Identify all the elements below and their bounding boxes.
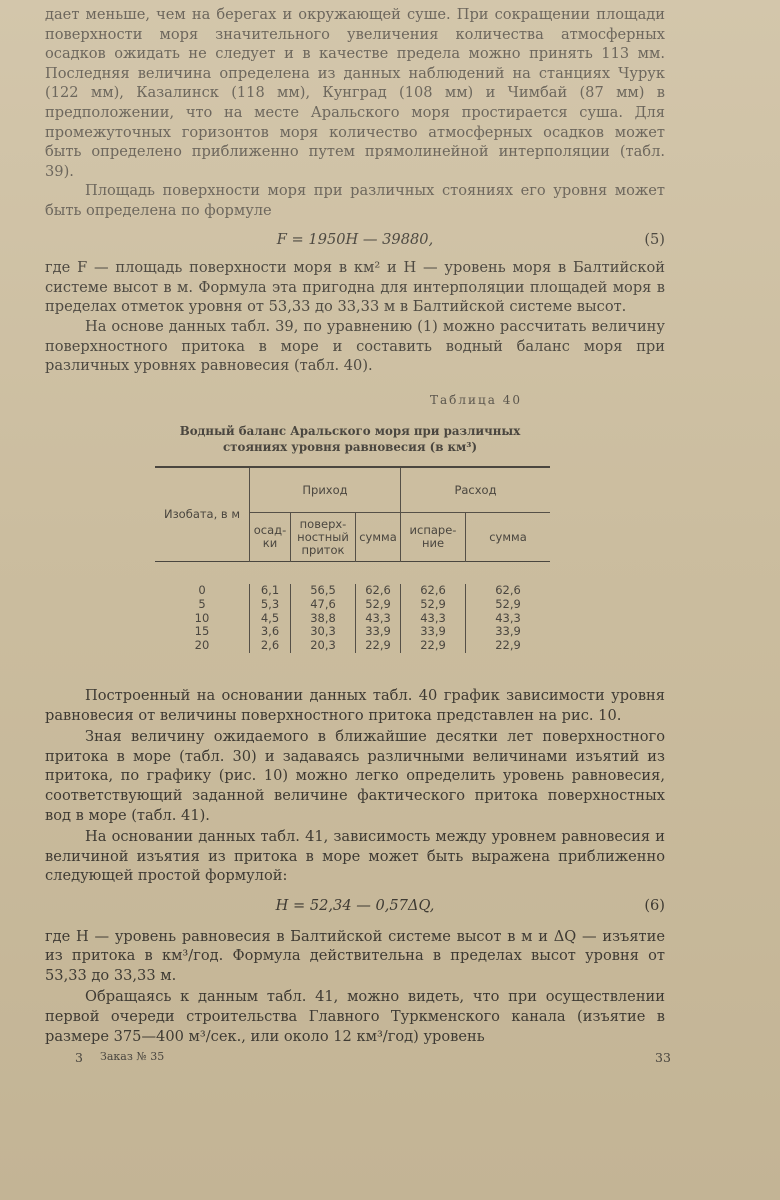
cell-evaporation: 62,6 bbox=[401, 584, 466, 598]
cell-evaporation: 43,3 bbox=[401, 612, 466, 626]
water-balance-table bbox=[155, 466, 550, 671]
table-title-line-1: Водный баланс Аральского моря при различных bbox=[179, 424, 521, 438]
formula-6-expression: H = 52,34 — 0,57ΔQ, bbox=[275, 896, 435, 914]
text-block-bottom bbox=[45, 686, 665, 1046]
paragraph-formula-5-explanation: где F — площадь поверхности моря в км² и H — уровень моря в Балтийской системе высот в м. Формула эта пригодна для интерполяции площадей моря в пределах отметок уровня от 53,33 до 33,33 м в Балтийской системе высот. bbox=[45, 259, 665, 316]
cell-surface-inflow: 47,6 bbox=[291, 598, 356, 612]
print-order: Заказ № 35 bbox=[100, 1050, 165, 1063]
paragraph-precipitation: дает меньше, чем на берегах и окружающей суше. При сокращении площади поверхности моря значительного увеличения количества атмосферных осадков ожидать не следует и в качестве предела можно принять 113 мм. Последняя величина определена из данных наблюдений на станциях Чурук (122 мм), Казалинск (118 мм), Кунград (108 мм) и Чимбай (87 мм) в предположении, что на месте Аральского моря простирается суша. Для промежуточных горизонтов моря количество атмосферных осадков может быть определено приближенно путем прямолинейной интерполяции (табл. 39). bbox=[45, 6, 665, 180]
cell-evaporation: 22,9 bbox=[401, 639, 466, 653]
text-block-top bbox=[45, 5, 665, 376]
table-row bbox=[155, 625, 550, 639]
table-row bbox=[155, 598, 550, 612]
formula-5 bbox=[45, 230, 665, 250]
cell-sum-outcome: 52,9 bbox=[466, 598, 551, 612]
cell-isobath: 0 bbox=[198, 583, 206, 597]
cell-precipitation: 6,1 bbox=[250, 584, 291, 598]
cell-isobath: 15 bbox=[194, 624, 210, 639]
cell-evaporation: 33,9 bbox=[401, 625, 466, 639]
paragraph-table-40-intro: На основе данных табл. 39, по уравнению (1) можно рассчитать величину поверхностного притока в море и составить водный баланс моря при различных уровнях равновесия (табл. 40). bbox=[45, 317, 665, 375]
page-number: 33 bbox=[655, 1050, 671, 1065]
cell-sum-income: 52,9 bbox=[356, 598, 401, 612]
header-precipitation: осад-ки bbox=[250, 513, 291, 562]
formula-6 bbox=[45, 896, 665, 916]
formula-5-expression: F = 1950H — 39880, bbox=[276, 230, 434, 248]
paragraph-graph-reference: Построенный на основании данных табл. 40 график зависимости уровня равновесия от величины поверхностного притока представлен на рис. 10. bbox=[45, 687, 665, 724]
cell-sum-income: 62,6 bbox=[356, 584, 401, 598]
table-row bbox=[155, 612, 550, 626]
paragraph-withdrawal: Зная величину ожидаемого в ближайшие десятки лет поверхностного притока в море (табл. 30) и задаваясь различными величинами изъятий из притока, по графику (рис. 10) можно легко определить уровень равновесия, соответствующий заданной величине фактического притока поверхностных вод в море (табл. 41). bbox=[45, 728, 665, 824]
header-outcome: Расход bbox=[401, 467, 551, 513]
cell-precipitation: 5,3 bbox=[250, 598, 291, 612]
cell-surface-inflow: 56,5 bbox=[291, 584, 356, 598]
paragraph-area-formula-intro: Площадь поверхности моря при различных стояниях его уровня может быть определена по формуле bbox=[45, 182, 665, 219]
formula-5-number: (5) bbox=[644, 230, 665, 248]
paragraph-formula-6-intro: На основании данных табл. 41, зависимость между уровнем равновесия и величиной изъятия из притока в море может быть выражена приближенно следующей простой формулой: bbox=[45, 828, 665, 885]
formula-6-number: (6) bbox=[644, 896, 665, 914]
table-label: Таблица 40 bbox=[430, 393, 522, 407]
cell-isobath: 20 bbox=[194, 638, 210, 653]
cell-surface-inflow: 38,8 bbox=[291, 612, 356, 626]
table-row bbox=[155, 639, 550, 653]
paragraph-canal: Обращаясь к данным табл. 41, можно видеть, что при осуществлении первой очереди строительства Главного Туркменского канала (изъятие в размере 375—400 м³/сек., или около 12 км³/год) уровень bbox=[45, 988, 665, 1045]
cell-sum-income: 43,3 bbox=[356, 612, 401, 626]
cell-precipitation: 3,6 bbox=[250, 625, 291, 639]
header-sum-income: сумма bbox=[356, 513, 401, 562]
cell-sum-outcome: 43,3 bbox=[466, 612, 551, 626]
cell-precipitation: 2,6 bbox=[250, 639, 291, 653]
cell-sum-income: 22,9 bbox=[356, 639, 401, 653]
cell-sum-outcome: 62,6 bbox=[466, 584, 551, 598]
cell-isobath: 10 bbox=[194, 610, 210, 625]
header-isobath: Изобата, в м bbox=[163, 507, 241, 521]
header-surface-inflow: поверх-ностный приток bbox=[291, 513, 356, 562]
cell-surface-inflow: 30,3 bbox=[291, 625, 356, 639]
header-income: Приход bbox=[250, 467, 401, 513]
cell-sum-outcome: 33,9 bbox=[466, 625, 551, 639]
paragraph-formula-6-explanation: где H — уровень равновесия в Балтийской системе высот в м и ΔQ — изъятие из притока в км³/год. Формула действительна в пределах высот уровня от 53,33 до 33,33 м. bbox=[45, 927, 665, 984]
cell-surface-inflow: 20,3 bbox=[291, 639, 356, 653]
cell-sum-income: 33,9 bbox=[356, 625, 401, 639]
cell-precipitation: 4,5 bbox=[250, 612, 291, 626]
table-title bbox=[150, 423, 550, 455]
signature-mark: 3 bbox=[75, 1050, 83, 1065]
table-row bbox=[155, 584, 550, 598]
cell-evaporation: 52,9 bbox=[401, 598, 466, 612]
header-sum-outcome: сумма bbox=[466, 513, 551, 562]
header-evaporation: испаре-ние bbox=[401, 513, 466, 562]
table-title-line-2: стояниях уровня равновесия (в км³) bbox=[222, 440, 478, 454]
cell-isobath: 5 bbox=[198, 596, 206, 611]
cell-sum-outcome: 22,9 bbox=[466, 639, 551, 653]
